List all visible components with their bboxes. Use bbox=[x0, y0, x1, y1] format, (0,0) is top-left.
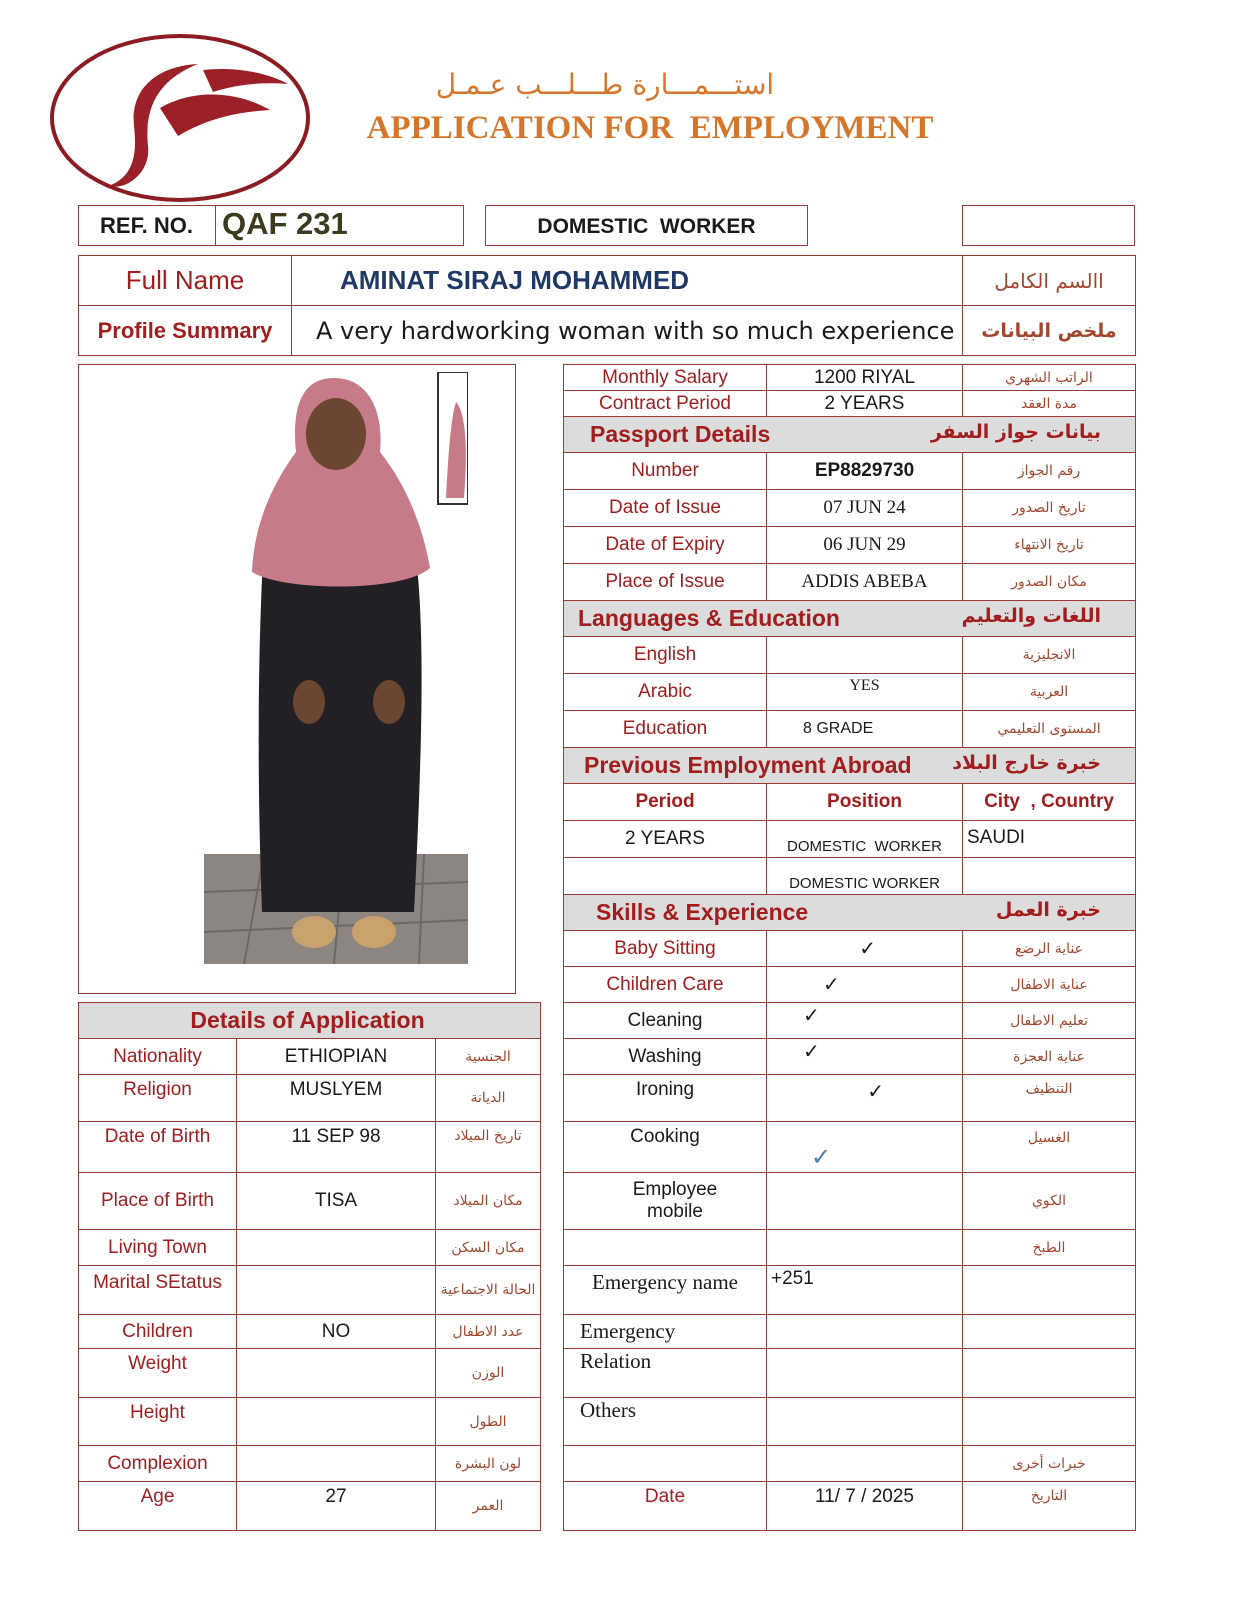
date-of-issue-value: 07 JUN 24 bbox=[767, 490, 963, 527]
place-of-issue-ar: مكان الصدور bbox=[963, 564, 1136, 601]
monthly-salary-ar: الراتب الشهري bbox=[963, 365, 1136, 391]
blank-skill-value bbox=[767, 1230, 963, 1266]
living-town-value bbox=[237, 1230, 436, 1266]
religion-ar: الديانة bbox=[436, 1075, 541, 1122]
complexion-value bbox=[237, 1446, 436, 1482]
date-value: 11/ 7 / 2025 bbox=[767, 1482, 963, 1531]
nationality-ar: الجنسية bbox=[436, 1039, 541, 1075]
identity-table bbox=[78, 255, 1136, 356]
emergency-extra bbox=[963, 1315, 1136, 1349]
children-value: NO bbox=[237, 1315, 436, 1349]
pob-ar: مكان الميلاد bbox=[436, 1173, 541, 1230]
emergency-name-extra bbox=[963, 1266, 1136, 1315]
date-of-expiry-label: Date of Expiry bbox=[564, 527, 767, 564]
passport-number-value: EP8829730 bbox=[767, 453, 963, 490]
employee-mobile-ar: الكوي bbox=[963, 1173, 1136, 1230]
date-of-expiry-ar: تاريخ الانتهاء bbox=[963, 527, 1136, 564]
blank-box bbox=[962, 205, 1135, 246]
skills-section-title: Skills & Experience bbox=[596, 899, 809, 925]
monthly-salary-label: Monthly Salary bbox=[564, 365, 767, 391]
date-of-issue-ar: تاريخ الصدور bbox=[963, 490, 1136, 527]
skill-washing-check: ✓ bbox=[767, 1039, 963, 1075]
skill-children-care-ar: عناية الاطفال bbox=[963, 967, 1136, 1003]
pob-value: TISA bbox=[237, 1173, 436, 1230]
religion-value: MUSLYEM bbox=[237, 1075, 436, 1122]
arabic-value: YES bbox=[767, 674, 963, 711]
skill-washing-label: Washing bbox=[564, 1039, 767, 1075]
skills-section-header bbox=[564, 895, 1136, 931]
skill-washing-ar: عناية العجزة bbox=[963, 1039, 1136, 1075]
other-exp-value bbox=[767, 1446, 963, 1482]
nationality-label: Nationality bbox=[79, 1039, 237, 1075]
skill-ironing-label: Ironing bbox=[564, 1075, 767, 1122]
others-label: Others bbox=[564, 1398, 767, 1446]
english-value bbox=[767, 637, 963, 674]
skill-cleaning-ar: تعليم الاطفال bbox=[963, 1003, 1136, 1039]
monthly-salary-value: 1200 RIYAL bbox=[767, 365, 963, 391]
job-title-box: DOMESTIC WORKER bbox=[485, 205, 808, 246]
skill-children-care-label: Children Care bbox=[564, 967, 767, 1003]
skill-cleaning-check: ✓ bbox=[767, 1003, 963, 1039]
application-section-title: Details of Application bbox=[190, 1007, 425, 1033]
ref-number: QAF 231 bbox=[222, 206, 348, 241]
place-of-issue-label: Place of Issue bbox=[564, 564, 767, 601]
age-label: Age bbox=[79, 1482, 237, 1531]
weight-value bbox=[237, 1349, 436, 1398]
emergency-name-value: +251 bbox=[767, 1266, 963, 1315]
dob-value: 11 SEP 98 bbox=[237, 1122, 436, 1173]
blank-skill-label bbox=[564, 1230, 767, 1266]
skill-cooking-label: Cooking bbox=[564, 1122, 767, 1173]
skill-cooking-check: ✓ bbox=[767, 1122, 963, 1173]
skill-ironing-check: ✓ bbox=[767, 1075, 963, 1122]
dob-ar: تاريخ الميلاد bbox=[436, 1122, 541, 1173]
weight-ar: الوزن bbox=[436, 1349, 541, 1398]
employment-period-2 bbox=[564, 858, 767, 895]
skill-ironing-ar: التنظيف bbox=[963, 1075, 1136, 1122]
employment-position-1: DOMESTIC WORKER bbox=[767, 821, 963, 858]
skill-baby-sitting-label: Baby Sitting bbox=[564, 931, 767, 967]
living-town-label: Living Town bbox=[79, 1230, 237, 1266]
contract-period-label: Contract Period bbox=[564, 391, 767, 417]
emergency-value bbox=[767, 1315, 963, 1349]
other-experience-ar: خبرات أخرى bbox=[963, 1446, 1136, 1482]
employment-section-title-ar: خبرة خارج البلاد bbox=[952, 752, 1101, 774]
skill-cleaning-label: Cleaning bbox=[564, 1003, 767, 1039]
employment-section-header bbox=[564, 748, 1136, 784]
age-ar: العمر bbox=[436, 1482, 541, 1531]
employment-location-2 bbox=[963, 858, 1136, 895]
date-label: Date bbox=[564, 1482, 767, 1531]
passport-number-ar: رقم الجواز bbox=[963, 453, 1136, 490]
marital-status-label: Marital SEtatus bbox=[79, 1266, 237, 1315]
living-town-ar: مكان السكن bbox=[436, 1230, 541, 1266]
title-arabic: استـــمـــارة طـــلـــب عـمـل bbox=[435, 68, 775, 101]
weight-label: Weight bbox=[79, 1349, 237, 1398]
languages-section-title: Languages & Education bbox=[578, 605, 840, 631]
profile-summary-label: Profile Summary bbox=[79, 306, 292, 356]
dob-label: Date of Birth bbox=[79, 1122, 237, 1173]
application-details-table bbox=[78, 1002, 541, 1531]
right-details-table bbox=[563, 364, 1136, 1531]
children-ar: عدد الاطفال bbox=[436, 1315, 541, 1349]
english-label: English bbox=[564, 637, 767, 674]
relation-label: Relation bbox=[564, 1349, 767, 1398]
employee-mobile-label: Employee mobile bbox=[564, 1173, 767, 1230]
age-value: 27 bbox=[237, 1482, 436, 1531]
passport-number-label: Number bbox=[564, 453, 767, 490]
employment-section-title: Previous Employment Abroad bbox=[584, 752, 912, 778]
education-value: 8 GRADE bbox=[767, 711, 963, 748]
blank-skill-ar: الطبخ bbox=[963, 1230, 1136, 1266]
height-value bbox=[237, 1398, 436, 1446]
complexion-ar: لون البشرة bbox=[436, 1446, 541, 1482]
arabic-label: Arabic bbox=[564, 674, 767, 711]
other-exp-label bbox=[564, 1446, 767, 1482]
nationality-value: ETHIOPIAN bbox=[237, 1039, 436, 1075]
application-section-header bbox=[79, 1003, 541, 1039]
full-name-ar: االسم الكامل bbox=[963, 256, 1136, 306]
marital-status-ar: الحالة الاجتماعية bbox=[436, 1266, 541, 1315]
contract-period-ar: مدة العقد bbox=[963, 391, 1136, 417]
others-extra bbox=[963, 1398, 1136, 1446]
profile-summary-ar: ملخص البيانات bbox=[963, 306, 1136, 356]
full-name-label: Full Name bbox=[79, 256, 292, 306]
height-label: Height bbox=[79, 1398, 237, 1446]
passport-section-title: Passport Details bbox=[590, 421, 771, 447]
date-ar: التاريخ bbox=[963, 1482, 1136, 1531]
arabic-ar: العربية bbox=[963, 674, 1136, 711]
employment-location-1: SAUDI bbox=[963, 821, 1136, 858]
education-ar: المستوى التعليمي bbox=[963, 711, 1136, 748]
date-of-expiry-value: 06 JUN 29 bbox=[767, 527, 963, 564]
emergency-name-label: Emergency name bbox=[564, 1266, 767, 1315]
height-ar: الطول bbox=[436, 1398, 541, 1446]
others-value bbox=[767, 1398, 963, 1446]
emergency-label: Emergency bbox=[564, 1315, 767, 1349]
passport-section-title-ar: بيانات جواز السفر bbox=[930, 421, 1101, 443]
skill-baby-sitting-ar: عناية الرضع bbox=[963, 931, 1136, 967]
employment-period-1: 2 YEARS bbox=[564, 821, 767, 858]
religion-label: Religion bbox=[79, 1075, 237, 1122]
pob-label: Place of Birth bbox=[79, 1173, 237, 1230]
company-logo bbox=[48, 26, 314, 206]
place-of-issue-value: ADDIS ABEBA bbox=[767, 564, 963, 601]
employment-position-2: DOMESTIC WORKER bbox=[767, 858, 963, 895]
skills-section-title-ar: خبرة العمل bbox=[995, 899, 1101, 921]
languages-section-header bbox=[564, 601, 1136, 637]
english-ar: الانجليزية bbox=[963, 637, 1136, 674]
location-header: City , Country bbox=[963, 784, 1136, 821]
ref-label: REF. NO. bbox=[78, 205, 216, 246]
children-label: Children bbox=[79, 1315, 237, 1349]
full-name-value: AMINAT SIRAJ MOHAMMED bbox=[292, 256, 963, 306]
complexion-label: Complexion bbox=[79, 1446, 237, 1482]
skill-children-care-check: ✓ bbox=[767, 967, 963, 1003]
period-header: Period bbox=[564, 784, 767, 821]
skill-cooking-ar: الغسيل bbox=[963, 1122, 1136, 1173]
employee-mobile-value bbox=[767, 1173, 963, 1230]
position-header: Position bbox=[767, 784, 963, 821]
relation-extra bbox=[963, 1349, 1136, 1398]
languages-section-title-ar: اللغات والتعليم bbox=[961, 605, 1101, 627]
education-label: Education bbox=[564, 711, 767, 748]
passport-section-header bbox=[564, 417, 1136, 453]
skill-baby-sitting-check: ✓ bbox=[767, 931, 963, 967]
title-english: APPLICATION FOR EMPLOYMENT bbox=[366, 110, 934, 146]
relation-value bbox=[767, 1349, 963, 1398]
date-of-issue-label: Date of Issue bbox=[564, 490, 767, 527]
contract-period-value: 2 YEARS bbox=[767, 391, 963, 417]
marital-status-value bbox=[237, 1266, 436, 1315]
profile-summary-value: A very hardworking woman with so much experience bbox=[292, 306, 963, 356]
applicant-photo bbox=[204, 372, 468, 964]
